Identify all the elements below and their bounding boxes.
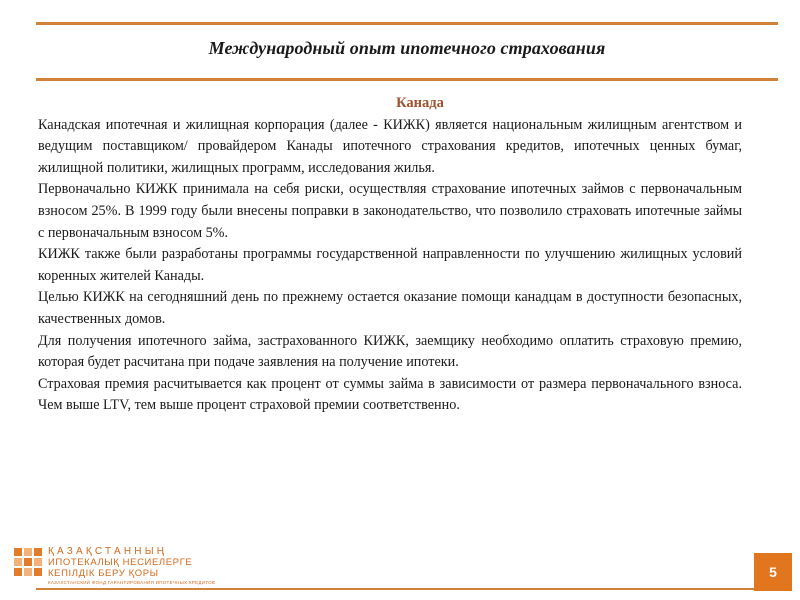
paragraph-2: Первоначально КИЖК принимала на себя риски, осуществляя страхование ипотечных займов с первоначальным взносом 25%. В 1999 году были внесены поправки в законодательство, что позволило страховать ипотечные займы с первоначальным взносом 5%. [38, 181, 742, 241]
page-number-badge: 5 [754, 553, 792, 591]
paragraph-6: Страховая премия расчитывается как процент от суммы займа в зависимости от размера первоначального взноса. Чем выше LTV, тем выше процент страховой премии соответственно. [38, 375, 742, 414]
section-subtitle: Канада [396, 95, 444, 111]
logo-line-2: ИПОТЕКАЛЫҚ НЕСИЕЛЕРГЕ [48, 557, 193, 568]
logo-line-4: КАЗАХСТАНСКИЙ ФОНД ГАРАНТИРОВАНИЯ ИПОТЕЧНЫХ КРЕДИТОВ [48, 580, 216, 585]
logo-line-1: ҚАЗАҚСТАННЫҢ [48, 546, 168, 557]
slide-title: Международный опыт ипотечного страхования [208, 38, 606, 58]
paragraph-5: Для получения ипотечного займа, застрахованного КИЖК, заемщику необходимо оплатить страховую премию, которая будет расчитана при подаче заявления на получение ипотеки. [38, 332, 742, 371]
logo-text [48, 546, 215, 587]
fund-logo [14, 546, 215, 594]
logo-line-3: КЕПІЛДІК БЕРУ ҚОРЫ [48, 568, 159, 579]
paragraph-1: Канадская ипотечная и жилищная корпорация (далее - КИЖК) является национальным жилищным агентством и ведущим поставщиком/ провайдером Канады ипотечного страхования кредитов, ипотечных ценных бумаг, жилищной политики, жилищных программ, исследования жилья. [38, 116, 742, 176]
footer-rule [36, 588, 776, 590]
paragraph-4: Целью КИЖК на сегодняшний день по прежнему остается оказание помощи канадцам в доступности безопасных, качественных домов. [38, 289, 742, 327]
logo-grid-icon [14, 548, 42, 576]
header-top-rule [36, 22, 778, 25]
slide-body [38, 93, 742, 417]
paragraph-3: КИЖК также были разработаны программы государственной направленности по улучшению жилищных условий коренных жителей Канады. [38, 246, 742, 284]
header-bottom-rule [36, 78, 778, 81]
